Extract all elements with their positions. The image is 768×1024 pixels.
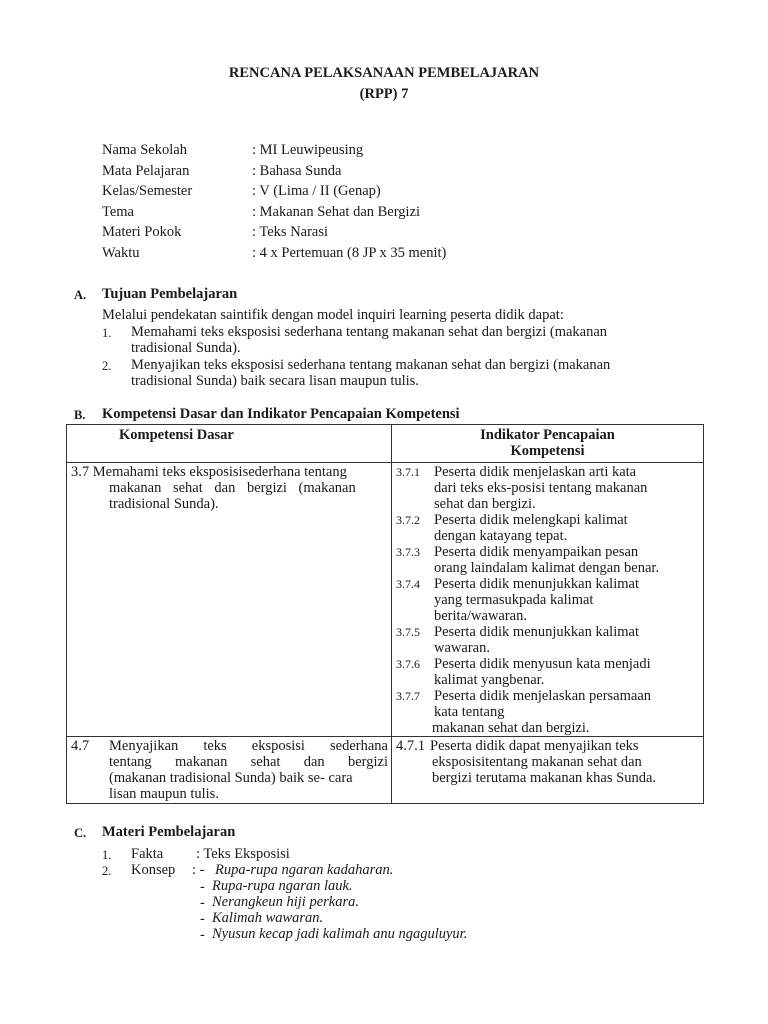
table-header-row — [67, 425, 704, 463]
kd-line: 3.7 Memahami teks eksposisisederhana tentang — [71, 464, 347, 480]
indicator-line: dari teks eks-posisi tentang makanan — [434, 480, 648, 496]
identity-row — [102, 161, 446, 182]
objective-line: Memahami teks eksposisi sederhana tentang makanan sehat dan bergizi (makanan — [131, 324, 608, 340]
indicator-code: 3.7.1 — [396, 465, 420, 479]
indicator-line: sehat dan bergizi. — [434, 496, 536, 512]
document-title: RENCANA PELAKSANAAN PEMBELAJARAN — [228, 65, 540, 81]
indicator-line: Peserta didik menyusun kata menjadi — [434, 656, 651, 672]
identity-value: : Teks Narasi — [252, 224, 329, 241]
identity-row — [102, 222, 446, 243]
indicator-item — [394, 464, 700, 512]
identity-key: Mata Pelajaran — [102, 162, 190, 179]
fakta-value: : Teks Eksposisi — [196, 846, 290, 862]
konsep-item: Rupa-rupa ngaran kadaharan. — [215, 862, 394, 878]
konsep-item: Kalimah wawaran. — [212, 910, 324, 926]
bullet-dash: - — [200, 911, 205, 927]
table-row — [67, 737, 704, 804]
list-number: 2. — [102, 864, 112, 878]
identity-value: : MI Leuwipeusing — [252, 142, 364, 158]
indicator-line: bergizi terutama makanan khas Sunda. — [432, 770, 657, 786]
indicator-line: eksposisitentang makanan sehat dan — [432, 754, 642, 770]
indicator-item — [394, 656, 700, 688]
indicator-line: Peserta didik dapat menyajikan teks — [430, 738, 639, 754]
konsep-label: Konsep — [131, 862, 176, 878]
identity-block — [102, 140, 446, 264]
indicator-line: Peserta didik menjelaskan persamaan — [434, 688, 652, 704]
identity-value: : Bahasa Sunda — [252, 162, 342, 179]
fakta-label: Fakta — [131, 846, 164, 862]
section-b-title: Kompetensi Dasar dan Indikator Pencapaian Kompetensi — [102, 406, 460, 422]
indicator-code: 3.7.5 — [396, 625, 420, 639]
indicator-item — [394, 624, 700, 656]
indicator-line: dengan katayang tepat. — [434, 528, 568, 544]
identity-key: Waktu — [102, 244, 140, 261]
document-subtitle: (RPP) 7 — [359, 86, 409, 102]
indicator-line: Peserta didik menjelaskan arti kata — [434, 464, 637, 480]
identity-row — [102, 140, 446, 161]
konsep-prefix: : - — [192, 862, 205, 878]
identity-key: Kelas/Semester — [102, 183, 193, 200]
identity-key: Materi Pokok — [102, 224, 182, 241]
bullet-dash: - — [200, 927, 205, 943]
indicator-line: orang laindalam kalimat dengan benar. — [434, 560, 660, 576]
header-line: Indikator Pencapaian — [480, 427, 615, 443]
kd-line: lisan maupun tulis. — [109, 786, 219, 802]
section-b-letter: B. — [74, 408, 86, 422]
bullet-dash: - — [200, 879, 205, 895]
konsep-item: Nerangkeun hiji perkara. — [212, 894, 359, 910]
kd-number: 4.7 — [71, 738, 90, 754]
konsep-item: Rupa-rupa ngaran lauk. — [212, 878, 353, 894]
identity-value: : 4 x Pertemuan (8 JP x 35 menit) — [252, 244, 447, 261]
indicator-line: Peserta didik menunjukkan kalimat — [434, 624, 639, 640]
kd-cell — [67, 463, 392, 737]
identity-value: : Makanan Sehat dan Bergizi — [252, 203, 421, 220]
table-row — [67, 463, 704, 737]
indicator-line: berita/wawaran. — [434, 608, 527, 624]
kd-line: tradisional Sunda). — [109, 496, 219, 512]
konsep-item: Nyusun kecap jadi kalimah anu ngaguluyur. — [212, 926, 468, 942]
indicator-item — [394, 688, 700, 720]
identity-row — [102, 243, 446, 264]
indicator-item — [394, 576, 700, 624]
section-c-letter: C. — [74, 826, 87, 840]
kd-line: tentang makanan sehat dan bergizi — [109, 754, 388, 770]
header-line: Kompetensi — [510, 443, 585, 459]
indicator-item — [394, 544, 700, 576]
list-number: 1. — [102, 848, 112, 862]
section-a-intro: Melalui pendekatan saintifik dengan model inquiri learning peserta didik dapat: — [102, 307, 564, 323]
indicator-code: 3.7.4 — [396, 577, 420, 591]
indicator-code: 3.7.2 — [396, 513, 420, 527]
indicator-line: Peserta didik menyampaikan pesan — [434, 544, 639, 560]
indicator-code: 3.7.6 — [396, 657, 420, 671]
indicator-line: Peserta didik melengkapi kalimat — [434, 512, 628, 528]
identity-key: Nama Sekolah — [102, 142, 187, 158]
identity-key: Tema — [102, 203, 134, 220]
objective-line: Menyajikan teks eksposisi sederhana tentang makanan sehat dan bergizi (makanan — [131, 357, 611, 373]
indicator-line: Peserta didik menunjukkan kalimat — [434, 576, 639, 592]
indicator-line: wawaran. — [434, 640, 490, 656]
list-number: 2. — [102, 359, 112, 373]
bullet-dash: - — [200, 895, 205, 911]
indicator-cell — [392, 737, 704, 804]
competency-table — [66, 424, 704, 804]
indicator-line: kalimat yangbenar. — [434, 672, 545, 688]
section-c-title: Materi Pembelajaran — [102, 824, 236, 840]
indicator-line: makanan sehat dan bergizi. — [432, 720, 590, 736]
kd-line: Menyajikan teks eksposisi sederhana — [109, 738, 388, 754]
indicator-cell — [392, 463, 704, 737]
header-kompetensi-dasar: Kompetensi Dasar — [67, 425, 392, 463]
indicator-item — [394, 738, 700, 754]
indicator-line: kata tentang — [434, 704, 505, 720]
identity-value: : V (Lima / II (Genap) — [252, 183, 381, 200]
section-a-letter: A. — [74, 288, 87, 302]
list-number: 1. — [102, 326, 112, 340]
kd-line: (makanan tradisional Sunda) baik se- cara — [109, 770, 353, 786]
objective-line: tradisional Sunda) baik secara lisan maupun tulis. — [131, 373, 419, 389]
kd-cell — [67, 737, 392, 804]
indicator-item — [394, 512, 700, 544]
kd-line: makanan sehat dan bergizi (makanan — [109, 480, 356, 496]
objective-line: tradisional Sunda). — [131, 340, 241, 356]
section-a-title: Tujuan Pembelajaran — [102, 286, 238, 302]
indicator-code: 3.7.7 — [396, 689, 420, 703]
indicator-code: 4.7.1 — [396, 738, 425, 754]
identity-row — [102, 181, 446, 202]
indicator-code: 3.7.3 — [396, 545, 420, 559]
identity-row — [102, 202, 446, 223]
indicator-line: yang termasukpada kalimat — [434, 592, 594, 608]
header-indikator — [392, 425, 704, 463]
